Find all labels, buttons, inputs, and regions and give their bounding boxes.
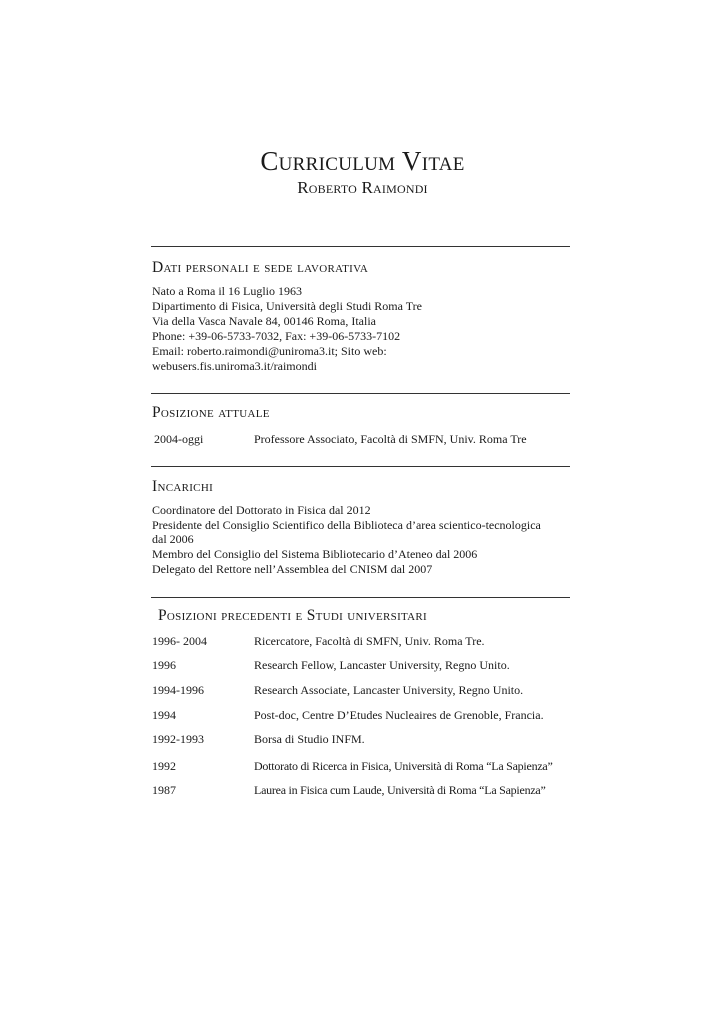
previous-position-date: 1996 [152,658,176,672]
section-divider [151,393,570,394]
role-line: Delegato del Rettore nell’Assemblea del CNISM dal 2007 [152,562,433,576]
previous-position-description: Research Associate, Lancaster University, Regno Unito. [254,683,524,697]
previous-position-description: Dottorato di Ricerca in Fisica, Università di Roma “La Sapienza” [254,759,553,773]
personal-line-birth: Nato a Roma il 16 Luglio 1963 [152,284,302,298]
personal-line-address: Via della Vasca Navale 84, 00146 Roma, Italia [152,314,376,328]
section-divider [151,466,570,467]
section-heading-roles: Incarichi [152,478,214,495]
previous-position-date: 1994 [152,708,176,722]
previous-position-description: Post-doc, Centre D’Etudes Nucleaires de Grenoble, Francia. [254,708,544,722]
previous-position-description: Borsa di Studio INFM. [254,732,365,746]
previous-position-description: Ricercatore, Facoltà di SMFN, Univ. Roma Tre. [254,634,485,648]
section-heading-previous: Posizioni precedenti e Studi universitari [158,607,428,624]
current-position-date: 2004-oggi [154,432,204,446]
page-title: Curriculum Vitae [260,146,465,176]
role-line: Presidente del Consiglio Scientifico della Biblioteca d’area scientico-tecnologica [152,518,541,532]
role-line: Coordinatore del Dottorato in Fisica dal 2012 [152,503,371,517]
author-name: Roberto Raimondi [297,178,428,197]
previous-position-date: 1996- 2004 [152,634,207,648]
personal-line-phone: Phone: +39-06-5733-7032, Fax: +39-06-5733-7102 [152,329,401,343]
role-line: Membro del Consiglio del Sistema Bibliotecario d’Ateneo dal 2006 [152,547,478,561]
previous-position-date: 1992-1993 [152,732,204,746]
previous-position-date: 1994-1996 [152,683,204,697]
personal-line-department: Dipartimento di Fisica, Università degli Studi Roma Tre [152,299,422,313]
section-heading-personal: Dati personali e sede lavorativa [152,259,369,276]
personal-line-website: webusers.fis.uniroma3.it/raimondi [152,359,317,373]
section-heading-current: Posizione attuale [152,404,270,421]
previous-position-date: 1992 [152,759,176,773]
previous-position-description: Research Fellow, Lancaster University, Regno Unito. [254,658,510,672]
previous-position-description: Laurea in Fisica cum Laude, Università di Roma “La Sapienza” [254,783,546,797]
previous-position-date: 1987 [152,783,176,797]
current-position-description: Professore Associato, Facoltà di SMFN, Univ. Roma Tre [254,432,527,446]
section-divider [151,597,570,598]
section-divider [151,246,570,247]
personal-line-email: Email: roberto.raimondi@uniroma3.it; Sito web: [152,344,387,358]
role-line: dal 2006 [152,532,194,546]
